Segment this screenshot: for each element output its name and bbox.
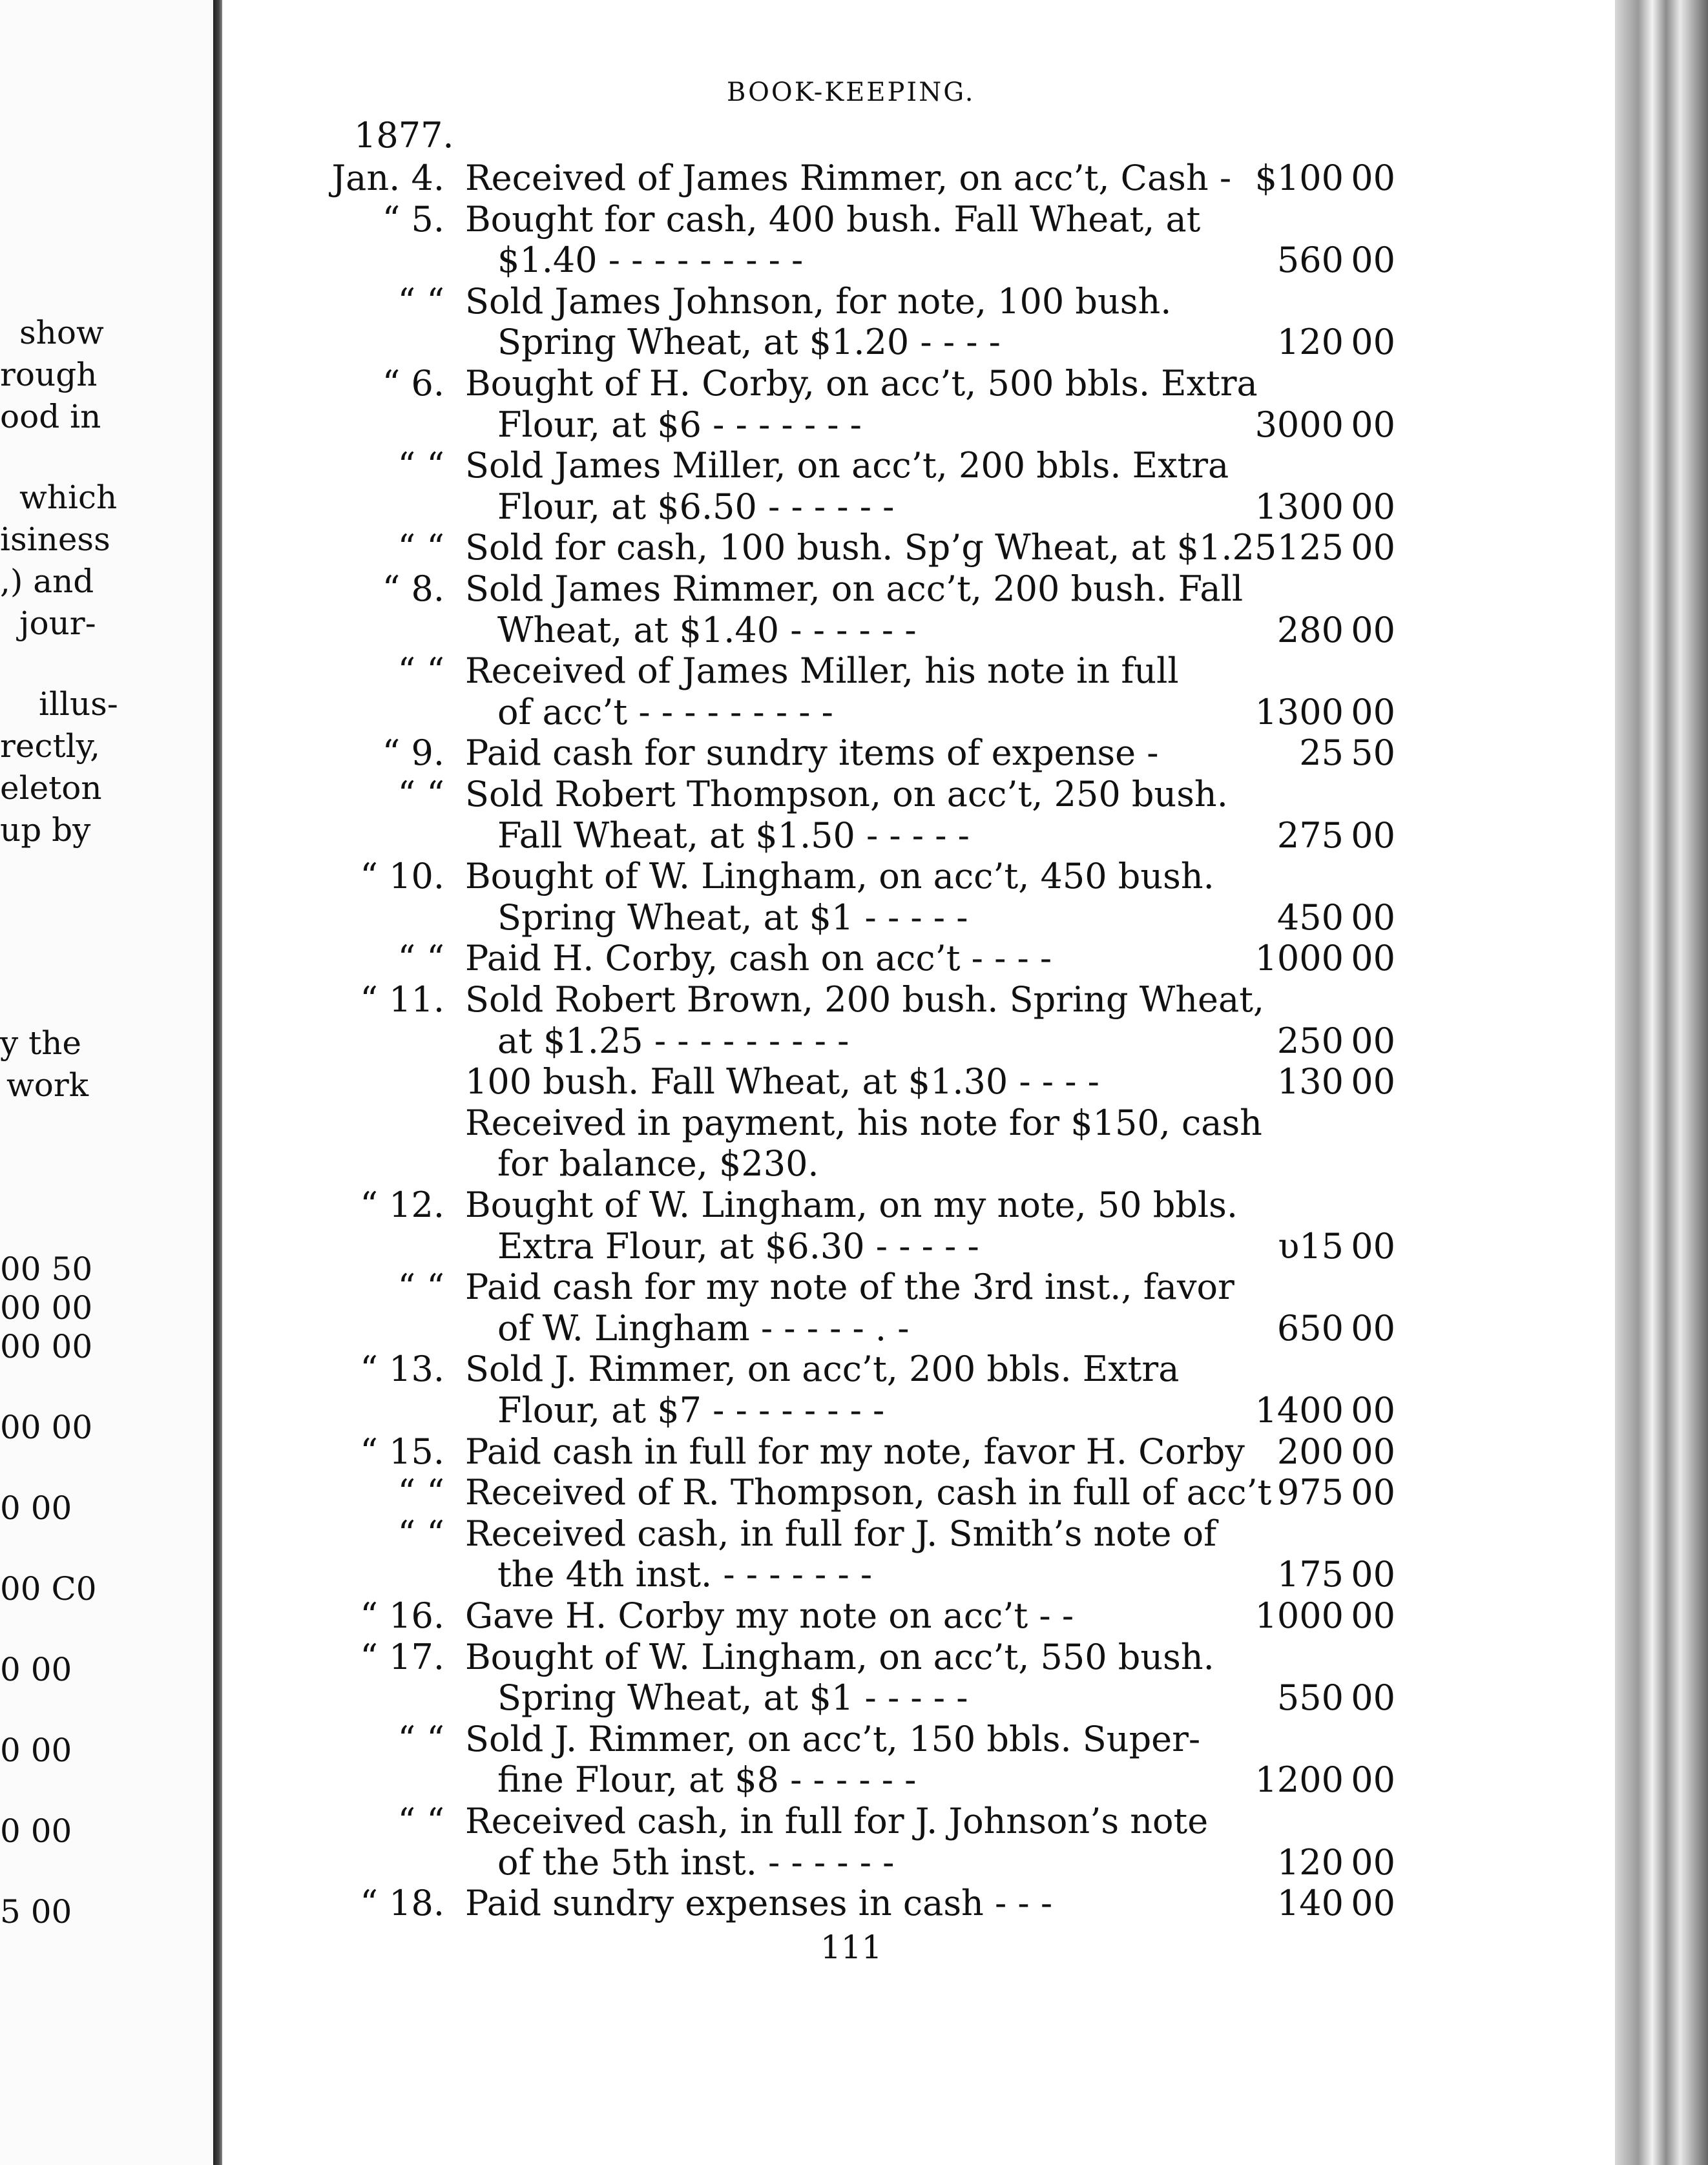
- ledger-line: [0, 1061, 1550, 1103]
- entry-amount-dollars: 140: [1276, 1883, 1344, 1924]
- entry-description: Bought of W. Lingham, on my note, 50 bbls.: [465, 1185, 1238, 1225]
- ledger-line: [0, 1431, 1550, 1473]
- left-page-amount: 00 00: [0, 1409, 93, 1446]
- entry-description: Sold James Rimmer, on acc’t, 200 bush. Fall: [465, 568, 1244, 609]
- entry-description: Extra Flour, at $6.30 - - - - -: [497, 1225, 979, 1267]
- entry-amount-dollars: 275: [1276, 814, 1344, 856]
- entry-description: Bought of W. Lingham, on acc’t, 550 bush.: [465, 1636, 1214, 1677]
- left-page-text-fragment: illus-: [39, 685, 118, 723]
- entry-date: “ “: [397, 280, 444, 322]
- ledger-line: [0, 774, 1550, 815]
- entry-description: Bought of H. Corby, on acc’t, 500 bbls. Extra: [465, 363, 1258, 404]
- entry-description: Received of R. Thompson, cash in full of acc’t: [465, 1472, 1272, 1513]
- ledger-line: [0, 1390, 1550, 1431]
- entry-date: “ 11.: [360, 979, 444, 1020]
- ledger-line: [0, 1143, 1550, 1185]
- entry-date: “ “: [397, 1801, 444, 1841]
- entry-date: “ 15.: [360, 1431, 444, 1472]
- ledger-line: [0, 650, 1550, 692]
- entry-amount-dollars: 1400: [1255, 1390, 1344, 1431]
- entry-description: $1.40 - - - - - - - - -: [497, 240, 804, 281]
- entry-date: “ “: [397, 1472, 444, 1513]
- ledger-line: [0, 856, 1550, 897]
- entry-amount-dollars: 25: [1299, 732, 1344, 774]
- ledger-line: [0, 158, 1550, 199]
- entry-description: Sold J. Rimmer, on acc’t, 150 bbls. Super-: [465, 1718, 1201, 1759]
- entry-amount-cents: 00: [1351, 1677, 1395, 1719]
- entry-amount-dollars: υ15: [1278, 1225, 1344, 1267]
- left-page-text-fragment: which: [19, 479, 118, 516]
- left-page-text-fragment: ,) and: [0, 563, 94, 600]
- ledger-line: [0, 1719, 1550, 1760]
- entry-description: Sold for cash, 100 bush. Sp’g Wheat, at $1.25: [465, 527, 1277, 568]
- entry-description: Received cash, in full for J. Johnson’s note: [465, 1801, 1209, 1841]
- entry-amount-cents: 00: [1351, 1225, 1395, 1267]
- entry-amount-dollars: 450: [1276, 896, 1344, 938]
- entry-date: “ 18.: [360, 1883, 444, 1924]
- entry-description: fine Flour, at $8 - - - - - -: [497, 1759, 917, 1801]
- entry-description: Sold Robert Thompson, on acc’t, 250 bush.: [465, 774, 1228, 814]
- ledger-line: [0, 404, 1550, 446]
- entry-amount-dollars: 120: [1276, 322, 1344, 363]
- ledger-year: 1877.: [354, 115, 454, 156]
- ledger-line: [0, 692, 1550, 733]
- left-page-amount: 00 50: [0, 1250, 93, 1288]
- ledger-line: [0, 610, 1550, 651]
- entry-amount-cents: 00: [1351, 938, 1395, 979]
- left-page-amount: 0 00: [0, 1812, 72, 1850]
- entry-amount-cents: 00: [1351, 1431, 1395, 1472]
- left-page-amount: 00 00: [0, 1328, 93, 1365]
- page-header: BOOK-KEEPING.: [727, 78, 975, 107]
- entry-amount-cents: 00: [1351, 814, 1395, 856]
- left-page-text-fragment: eleton: [0, 769, 102, 807]
- ledger-line: [0, 199, 1550, 240]
- entry-description: Paid H. Corby, cash on acc’t - - - -: [465, 938, 1052, 979]
- left-page-amount: 0 00: [0, 1732, 72, 1769]
- entry-amount-cents: 00: [1351, 158, 1395, 198]
- ledger-line: [0, 1554, 1550, 1595]
- entry-description: Paid sundry expenses in cash - - -: [465, 1883, 1053, 1924]
- entry-description: the 4th inst. - - - - - - -: [497, 1554, 873, 1595]
- ledger-line: [0, 1801, 1550, 1842]
- ledger-line: [0, 1349, 1550, 1390]
- left-page-text-fragment: rectly,: [0, 727, 101, 765]
- entry-date: “ 10.: [360, 856, 444, 897]
- ledger-line: [0, 1472, 1550, 1513]
- ledger-line: [0, 568, 1550, 610]
- entry-amount-dollars: 975: [1276, 1472, 1344, 1513]
- entry-amount-dollars: 1300: [1255, 486, 1344, 527]
- entry-amount-dollars: 250: [1276, 1020, 1344, 1061]
- entry-amount-cents: 00: [1351, 1883, 1395, 1924]
- entry-description: Paid cash in full for my note, favor H. Corby: [465, 1431, 1245, 1472]
- entry-date: “ 13.: [360, 1349, 444, 1390]
- entry-description: Gave H. Corby my note on acc’t - -: [465, 1595, 1074, 1636]
- entry-description: Flour, at $6 - - - - - - -: [497, 404, 862, 445]
- ledger-line: [0, 1513, 1550, 1555]
- entry-date: “ “: [397, 527, 444, 568]
- entry-amount-cents: 00: [1351, 609, 1395, 650]
- left-page-text-fragment: rough: [0, 356, 98, 393]
- entry-description: Paid cash for my note of the 3rd inst., favor: [465, 1267, 1234, 1308]
- left-page-text-fragment: work: [6, 1066, 89, 1104]
- left-page-amount: 0 00: [0, 1651, 72, 1688]
- left-page-amount: 0 00: [0, 1489, 72, 1527]
- entry-amount-dollars: 130: [1276, 1061, 1344, 1103]
- entry-date: “ “: [397, 650, 444, 692]
- entry-amount-dollars: 280: [1276, 609, 1344, 650]
- entry-description: Received cash, in full for J. Smith’s note of: [465, 1513, 1217, 1554]
- entry-date: “ 6.: [382, 363, 444, 404]
- entry-date: “ 12.: [360, 1185, 444, 1225]
- left-page-amount: 00 00: [0, 1289, 93, 1327]
- ledger-line: [0, 1759, 1550, 1801]
- entry-amount-cents: 00: [1351, 1554, 1395, 1595]
- entry-amount-cents: 00: [1351, 240, 1395, 281]
- entry-description: Sold James Miller, on acc’t, 200 bbls. Extra: [465, 445, 1229, 486]
- entry-date: “ 9.: [382, 732, 444, 774]
- entry-description: Sold J. Rimmer, on acc’t, 200 bbls. Extra: [465, 1349, 1180, 1390]
- entry-description: Spring Wheat, at $1 - - - - -: [497, 1677, 968, 1719]
- ledger-line: [0, 815, 1550, 856]
- entry-amount-dollars: 1200: [1255, 1759, 1344, 1801]
- entry-amount-cents: 00: [1351, 1307, 1395, 1349]
- entry-date: “ 5.: [382, 198, 444, 240]
- entry-date: “ “: [397, 1718, 444, 1759]
- ledger-line: [0, 897, 1550, 938]
- ledger-line: [0, 1226, 1550, 1267]
- entry-amount-dollars: 200: [1276, 1431, 1344, 1472]
- ledger-line: [0, 732, 1550, 774]
- entry-description: Paid cash for sundry items of expense -: [465, 732, 1159, 774]
- entry-date: “ 17.: [360, 1636, 444, 1677]
- entry-amount-dollars: 3000: [1255, 404, 1344, 445]
- ledger-line: [0, 445, 1550, 486]
- ledger-line: [0, 979, 1550, 1020]
- left-page-text-fragment: jour-: [19, 605, 96, 642]
- ledger-line: [0, 938, 1550, 979]
- entry-description: Sold James Johnson, for note, 100 bush.: [465, 280, 1172, 322]
- entry-amount-dollars: 550: [1276, 1677, 1344, 1719]
- entry-amount-cents: 00: [1351, 691, 1395, 732]
- ledger-line: [0, 1185, 1550, 1226]
- left-page-text-fragment: y the: [0, 1024, 82, 1062]
- entry-description: Spring Wheat, at $1.20 - - - -: [497, 322, 1001, 363]
- entry-amount-cents: 50: [1351, 732, 1395, 774]
- left-page-amount: 5 00: [0, 1893, 72, 1931]
- entry-description: Wheat, at $1.40 - - - - - -: [497, 609, 917, 650]
- left-page-text-fragment: show: [19, 314, 104, 351]
- entry-description: Received in payment, his note for $150, cash: [465, 1102, 1262, 1143]
- ledger-line: [0, 1595, 1550, 1637]
- entry-amount-cents: 00: [1351, 896, 1395, 938]
- entry-amount-dollars: 120: [1276, 1841, 1344, 1883]
- entry-amount-cents: 00: [1351, 322, 1395, 363]
- ledger-line: [0, 1020, 1550, 1062]
- entry-description: Received of James Miller, his note in full: [465, 650, 1179, 692]
- entry-amount-dollars: 560: [1276, 240, 1344, 281]
- entry-amount-dollars: 125: [1276, 527, 1344, 568]
- entry-description: Flour, at $7 - - - - - - - -: [497, 1390, 885, 1431]
- entry-amount-cents: 00: [1351, 404, 1395, 445]
- ledger-line: [0, 527, 1550, 568]
- page-number: 111: [820, 1929, 882, 1966]
- entry-amount-cents: 00: [1351, 1020, 1395, 1061]
- entry-amount-dollars: 1000: [1255, 1595, 1344, 1636]
- entry-date: “ “: [397, 445, 444, 486]
- ledger-line: [0, 240, 1550, 281]
- entry-description: Bought of W. Lingham, on acc’t, 450 bush.: [465, 856, 1214, 897]
- entry-amount-cents: 00: [1351, 527, 1395, 568]
- ledger-line: [0, 322, 1550, 363]
- left-page-text-fragment: up by: [0, 811, 91, 849]
- entry-amount-dollars: 1000: [1255, 938, 1344, 979]
- entry-amount-dollars: 1300: [1255, 691, 1344, 732]
- left-page-amount: 00 C0: [0, 1570, 97, 1608]
- entry-description: of the 5th inst. - - - - - -: [497, 1841, 895, 1883]
- entry-amount-dollars: 175: [1276, 1554, 1344, 1595]
- ledger-line: [0, 1883, 1550, 1924]
- entry-date: “ 16.: [360, 1595, 444, 1636]
- ledger-line: [0, 1308, 1550, 1349]
- entry-description: of W. Lingham - - - - - . -: [497, 1307, 910, 1349]
- entry-amount-cents: 00: [1351, 1472, 1395, 1513]
- entry-description: at $1.25 - - - - - - - - -: [497, 1020, 849, 1061]
- entry-description: Bought for cash, 400 bush. Fall Wheat, at: [465, 198, 1201, 240]
- entry-date: “ “: [397, 1513, 444, 1554]
- entry-amount-cents: 00: [1351, 1390, 1395, 1431]
- entry-amount-dollars: $100: [1255, 158, 1344, 198]
- entry-description: Sold Robert Brown, 200 bush. Spring Wheat,: [465, 979, 1265, 1020]
- entry-description: Flour, at $6.50 - - - - - -: [497, 486, 895, 527]
- left-page-text-fragment: isiness: [0, 521, 110, 558]
- entry-description: of acc’t - - - - - - - - -: [497, 691, 833, 732]
- entry-amount-cents: 00: [1351, 486, 1395, 527]
- ledger-line: [0, 1842, 1550, 1883]
- ledger-line: [0, 281, 1550, 322]
- page-edge: [1615, 0, 1708, 2165]
- entry-date: “ “: [397, 1267, 444, 1308]
- ledger-line: [0, 486, 1550, 528]
- entry-description: 100 bush. Fall Wheat, at $1.30 - - - -: [465, 1061, 1099, 1103]
- entry-amount-dollars: 650: [1276, 1307, 1344, 1349]
- entry-description: Spring Wheat, at $1 - - - - -: [497, 896, 968, 938]
- entry-description: for balance, $230.: [497, 1143, 819, 1185]
- entry-date: “ 8.: [382, 568, 444, 609]
- ledger-line: [0, 1103, 1550, 1144]
- entry-amount-cents: 00: [1351, 1759, 1395, 1801]
- entry-amount-cents: 00: [1351, 1061, 1395, 1103]
- entry-date: “ “: [397, 938, 444, 979]
- ledger-line: [0, 1637, 1550, 1678]
- entry-description: Received of James Rimmer, on acc’t, Cash -: [465, 158, 1232, 198]
- ledger-line: [0, 1267, 1550, 1308]
- ledger-line: [0, 1677, 1550, 1719]
- entry-amount-cents: 00: [1351, 1841, 1395, 1883]
- ledger-line: [0, 363, 1550, 404]
- left-page-text-fragment: ood in: [0, 398, 101, 435]
- entry-amount-cents: 00: [1351, 1595, 1395, 1636]
- entry-description: Fall Wheat, at $1.50 - - - - -: [497, 814, 970, 856]
- entry-date: Jan. 4.: [331, 158, 444, 198]
- entry-date: “ “: [397, 774, 444, 814]
